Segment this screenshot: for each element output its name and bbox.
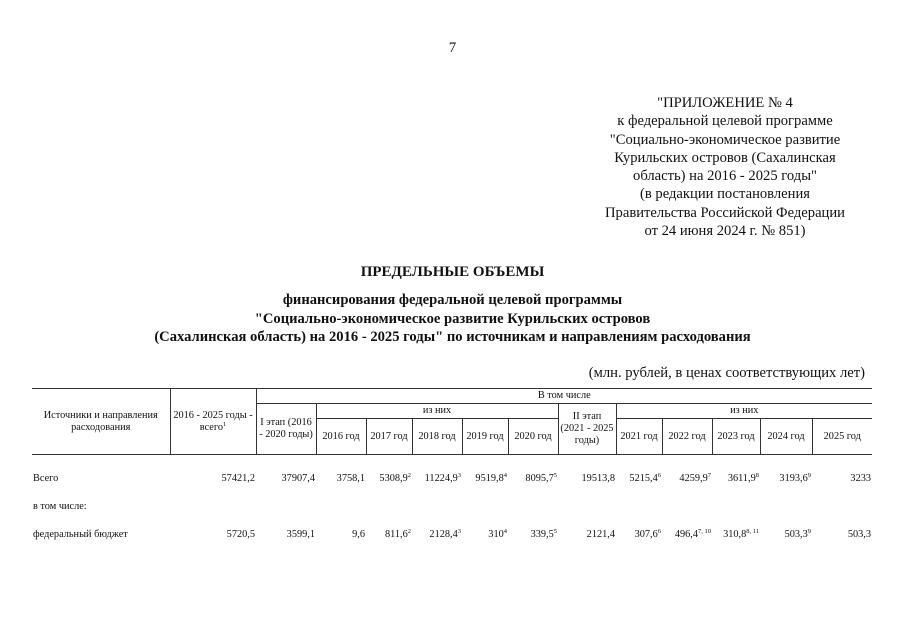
cell-2019 <box>462 455 508 494</box>
appendix-line: от 24 июня 2024 г. № 851) <box>644 223 806 240</box>
header-year-2021: 2021 год <box>616 419 662 455</box>
footnote-ref: 9 <box>807 528 811 535</box>
footnote-ref: 1 <box>222 420 227 428</box>
cell-value: 5308,9 <box>379 473 408 484</box>
header-year-2020: 2020 год <box>508 419 558 455</box>
cell-value: 339,5 <box>530 529 554 540</box>
cell-value: 2121,4 <box>586 529 615 540</box>
footnote-ref: 9 <box>807 472 811 479</box>
header-year-2024: 2024 год <box>760 419 812 455</box>
cell-stage-2 <box>558 521 616 549</box>
subtitle-line: (Сахалинская область) на 2016 - 2025 годы" по источникам и направлениям расходования <box>154 329 751 345</box>
cell-value: 307,6 <box>634 529 658 540</box>
footnote-ref: 7, 10 <box>698 528 711 535</box>
cell-2019 <box>462 521 508 549</box>
cell-2018 <box>412 521 462 549</box>
header-of-them-stage-2: из них <box>616 404 872 419</box>
cell-2022 <box>662 455 712 494</box>
appendix-line: область) на 2016 - 2025 годы" <box>633 168 817 185</box>
header-in-total: В том числе <box>256 389 872 404</box>
header-year-2022: 2022 год <box>662 419 712 455</box>
header-stage-1: I этап (2016 - 2020 годы) <box>256 404 316 455</box>
cell-value: 3193,6 <box>779 473 808 484</box>
units-note: (млн. рублей, в ценах соответствующих лет) <box>588 365 865 381</box>
cell-value: 496,4 <box>674 529 698 540</box>
header-year-2025: 2025 год <box>812 419 872 455</box>
cell-value: 3233 <box>850 473 872 484</box>
cell-value: 9519,8 <box>475 473 504 484</box>
footnote-ref: 8, 11 <box>746 528 759 535</box>
cell-2020 <box>508 521 558 549</box>
appendix-line: (в редакции постановления <box>640 186 810 203</box>
cell-2016 <box>316 521 366 549</box>
table-row-including <box>32 493 872 521</box>
cell-2023 <box>712 455 760 494</box>
cell-2024 <box>760 521 812 549</box>
cell-value: 8095,7 <box>525 473 554 484</box>
cell-2025 <box>812 521 872 549</box>
cell-stage-1 <box>256 455 316 494</box>
cell-2018 <box>412 455 462 494</box>
header-of-them-stage-1: из них <box>316 404 558 419</box>
header-sources: Источники и направления расходования <box>32 389 170 455</box>
table-row-total <box>32 455 872 494</box>
footnote-ref: 6 <box>657 472 661 479</box>
footnote-ref: 8 <box>755 472 759 479</box>
subtitle-line: "Социально-экономическое развитие Курильских островов <box>254 310 651 327</box>
footnote-ref: 3 <box>457 528 461 535</box>
cell-2021 <box>616 521 662 549</box>
footnote-ref: 3 <box>457 472 461 479</box>
cell-value: 503,3 <box>784 529 808 540</box>
cell-value: 503,3 <box>847 529 872 540</box>
cell-2024 <box>760 455 812 494</box>
row-label: в том числе: <box>33 501 87 512</box>
cell-total-2016-2025 <box>170 521 256 549</box>
header-total-label: 2016 - 2025 годы - всего <box>173 409 253 433</box>
footnote-ref: 6 <box>657 528 661 535</box>
appendix-line: Правительства Российской Федерации <box>605 204 845 221</box>
footnote-ref: 5 <box>553 472 557 479</box>
page-number: 7 <box>448 40 457 56</box>
row-label: Всего <box>33 473 59 484</box>
appendix-line: "ПРИЛОЖЕНИЕ № 4 <box>657 95 793 111</box>
appendix-line: Курильских островов (Сахалинская <box>614 149 836 166</box>
cell-value: 310,8 <box>723 529 747 540</box>
cell-2021 <box>616 455 662 494</box>
cell-value: 2128,4 <box>429 529 458 540</box>
footnote-ref: 4 <box>503 528 507 535</box>
header-stage-2: II этап (2021 - 2025 годы) <box>558 404 616 455</box>
row-label: федеральный бюджет <box>33 529 128 540</box>
table-row-federal <box>32 521 872 549</box>
cell-value: 37907,4 <box>281 473 315 484</box>
subtitle-line: финансирования федеральной целевой программы <box>282 292 623 308</box>
cell-stage-1 <box>256 521 316 549</box>
footnote-ref: 7 <box>707 472 711 479</box>
cell-value: 3758,1 <box>336 473 365 484</box>
cell-2017 <box>366 521 412 549</box>
cell-stage-2 <box>558 455 616 494</box>
cell-value: 5720,5 <box>226 529 255 540</box>
document-title: ПРЕДЕЛЬНЫЕ ОБЪЕМЫ <box>360 264 545 280</box>
footnote-ref: 5 <box>553 528 557 535</box>
cell-value: 5215,4 <box>629 473 658 484</box>
header-year-2016: 2016 год <box>316 419 366 455</box>
cell-value: 9,6 <box>352 529 365 540</box>
header-total-period <box>170 389 256 455</box>
cell-value: 4259,9 <box>679 473 708 484</box>
footnote-ref: 2 <box>407 472 411 479</box>
cell-value: 310 <box>488 529 504 540</box>
cell-value: 11224,9 <box>424 473 458 484</box>
cell-total-2016-2025 <box>170 455 256 494</box>
header-year-2018: 2018 год <box>412 419 462 455</box>
appendix-line: "Социально-экономическое развитие <box>609 131 841 148</box>
cell-value: 811,6 <box>384 529 408 540</box>
header-year-2019: 2019 год <box>462 419 508 455</box>
funding-table <box>32 388 872 549</box>
cell-2022 <box>662 521 712 549</box>
cell-2025 <box>812 455 872 494</box>
cell-value: 57421,2 <box>221 473 255 484</box>
cell-2017 <box>366 455 412 494</box>
cell-2020 <box>508 455 558 494</box>
document-subtitle <box>0 291 905 347</box>
header-year-2023: 2023 год <box>712 419 760 455</box>
cell-value: 19513,8 <box>581 473 615 484</box>
footnote-ref: 2 <box>407 528 411 535</box>
cell-2023 <box>712 521 760 549</box>
appendix-heading <box>560 94 890 240</box>
header-year-2017: 2017 год <box>366 419 412 455</box>
footnote-ref: 4 <box>503 472 507 479</box>
cell-2016 <box>316 455 366 494</box>
cell-value: 3611,9 <box>727 473 756 484</box>
cell-value: 3599,1 <box>286 529 315 540</box>
appendix-line: к федеральной целевой программе <box>617 113 833 130</box>
